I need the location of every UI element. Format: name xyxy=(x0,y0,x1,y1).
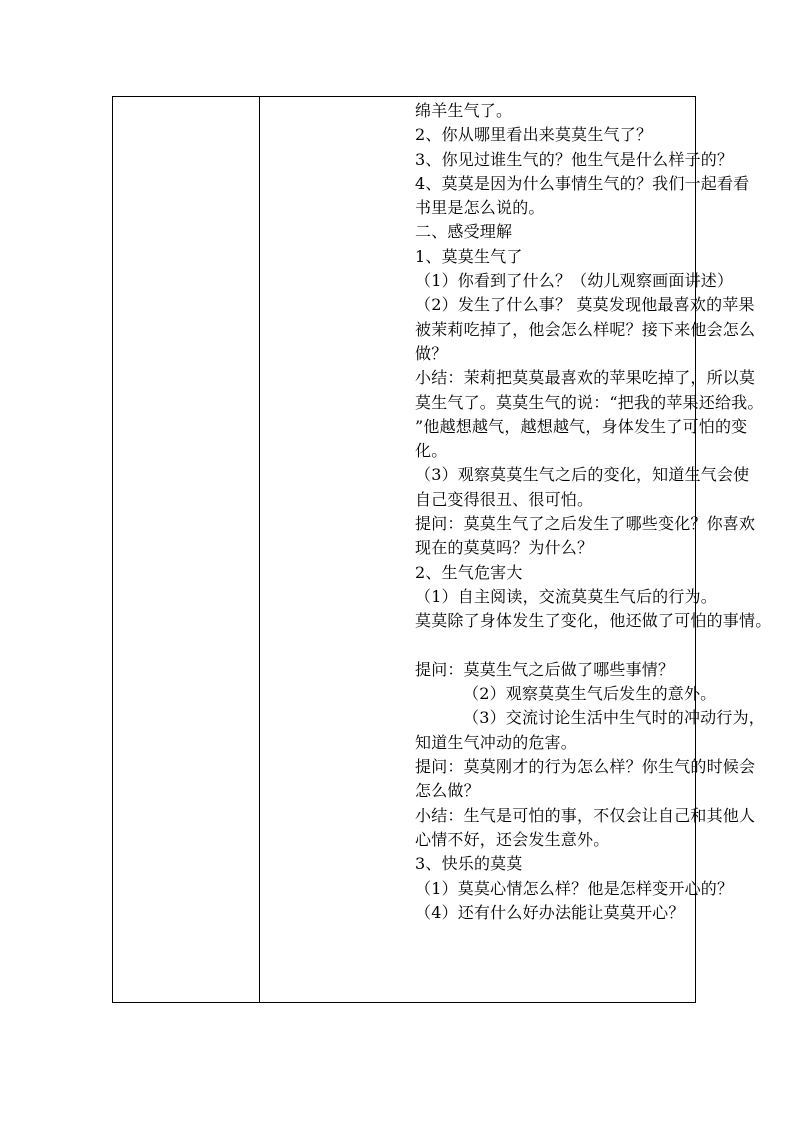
text-line: （4）还有什么好办法能让莫莫开心？ xyxy=(415,902,685,922)
text-line: （1）自主阅读，交流莫莫生气后的行为。 xyxy=(415,586,717,606)
text-line: 做？ xyxy=(415,343,448,363)
content-cell xyxy=(260,97,772,1003)
text-line: 小结：茉莉把莫莫最喜欢的苹果吃掉了，所以莫 xyxy=(415,368,756,388)
text-line: 3、你见过谁生气的？他生气是什么样子的？ xyxy=(415,149,734,169)
text-line: 2、你从哪里看出来莫莫生气了？ xyxy=(415,125,653,145)
text-line: （2）观察莫莫生气后发生的意外。 xyxy=(463,684,717,704)
text-line: 提问：莫莫生气之后做了哪些事情？ xyxy=(415,659,675,679)
text-line: 怎么做？ xyxy=(415,781,480,801)
text-line: （2）发生了什么事？ 莫莫发现他最喜欢的苹果 xyxy=(415,295,755,315)
text-line: 小结：生气是可怕的事，不仅会让自己和其他人 xyxy=(415,805,756,825)
left-column-cell xyxy=(113,97,260,1003)
text-line: 4、莫莫是因为什么事情生气的？我们一起看看 xyxy=(415,173,750,193)
table-row xyxy=(113,97,696,1003)
text-line: 现在的莫莫吗？为什么？ xyxy=(415,538,594,558)
text-line: 莫生气了。莫莫生气的说：“把我的苹果还给我。 xyxy=(415,392,764,412)
text-line: 绵羊生气了。 xyxy=(415,101,513,120)
text-line: 2、生气危害大 xyxy=(415,562,523,582)
text-line: 提问：莫莫刚才的行为怎么样？你生气的时候会 xyxy=(415,757,756,777)
text-line: 3、快乐的莫莫 xyxy=(415,854,523,874)
text-line: 被茉莉吃掉了，他会怎么样呢？接下来他会怎么 xyxy=(415,319,756,339)
text-line: 心情不好，还会发生意外。 xyxy=(415,829,610,849)
text-line: ”他越想越气，越想越气，身体发生了可怕的变 xyxy=(415,416,748,436)
content-text xyxy=(260,97,772,925)
text-line: （1）莫莫心情怎么样？他是怎样变开心的？ xyxy=(415,878,734,898)
text-line: （1）你看到了什么？（幼儿观察画面讲述） xyxy=(415,271,734,291)
text-line: （3）交流讨论生活中生气时的冲动行为， xyxy=(463,708,765,728)
section-heading: 二、感受理解 xyxy=(415,222,513,242)
text-line: 知道生气冲动的危害。 xyxy=(415,732,578,752)
lesson-plan-table xyxy=(112,96,772,1003)
blank-line xyxy=(415,634,695,658)
text-line: 化。 xyxy=(415,441,448,461)
text-line: 1、莫莫生气了 xyxy=(415,246,523,266)
text-line: 书里是怎么说的。 xyxy=(415,198,545,218)
text-line: （3）观察莫莫生气之后的变化，知道生气会使 xyxy=(415,465,750,485)
text-line: 提问：莫莫生气了之后发生了哪些变化？你喜欢 xyxy=(415,514,756,534)
text-line: 莫莫除了身体发生了变化，他还做了可怕的事情。 xyxy=(415,611,772,631)
text-line: 自己变得很丑、很可怕。 xyxy=(415,489,594,509)
